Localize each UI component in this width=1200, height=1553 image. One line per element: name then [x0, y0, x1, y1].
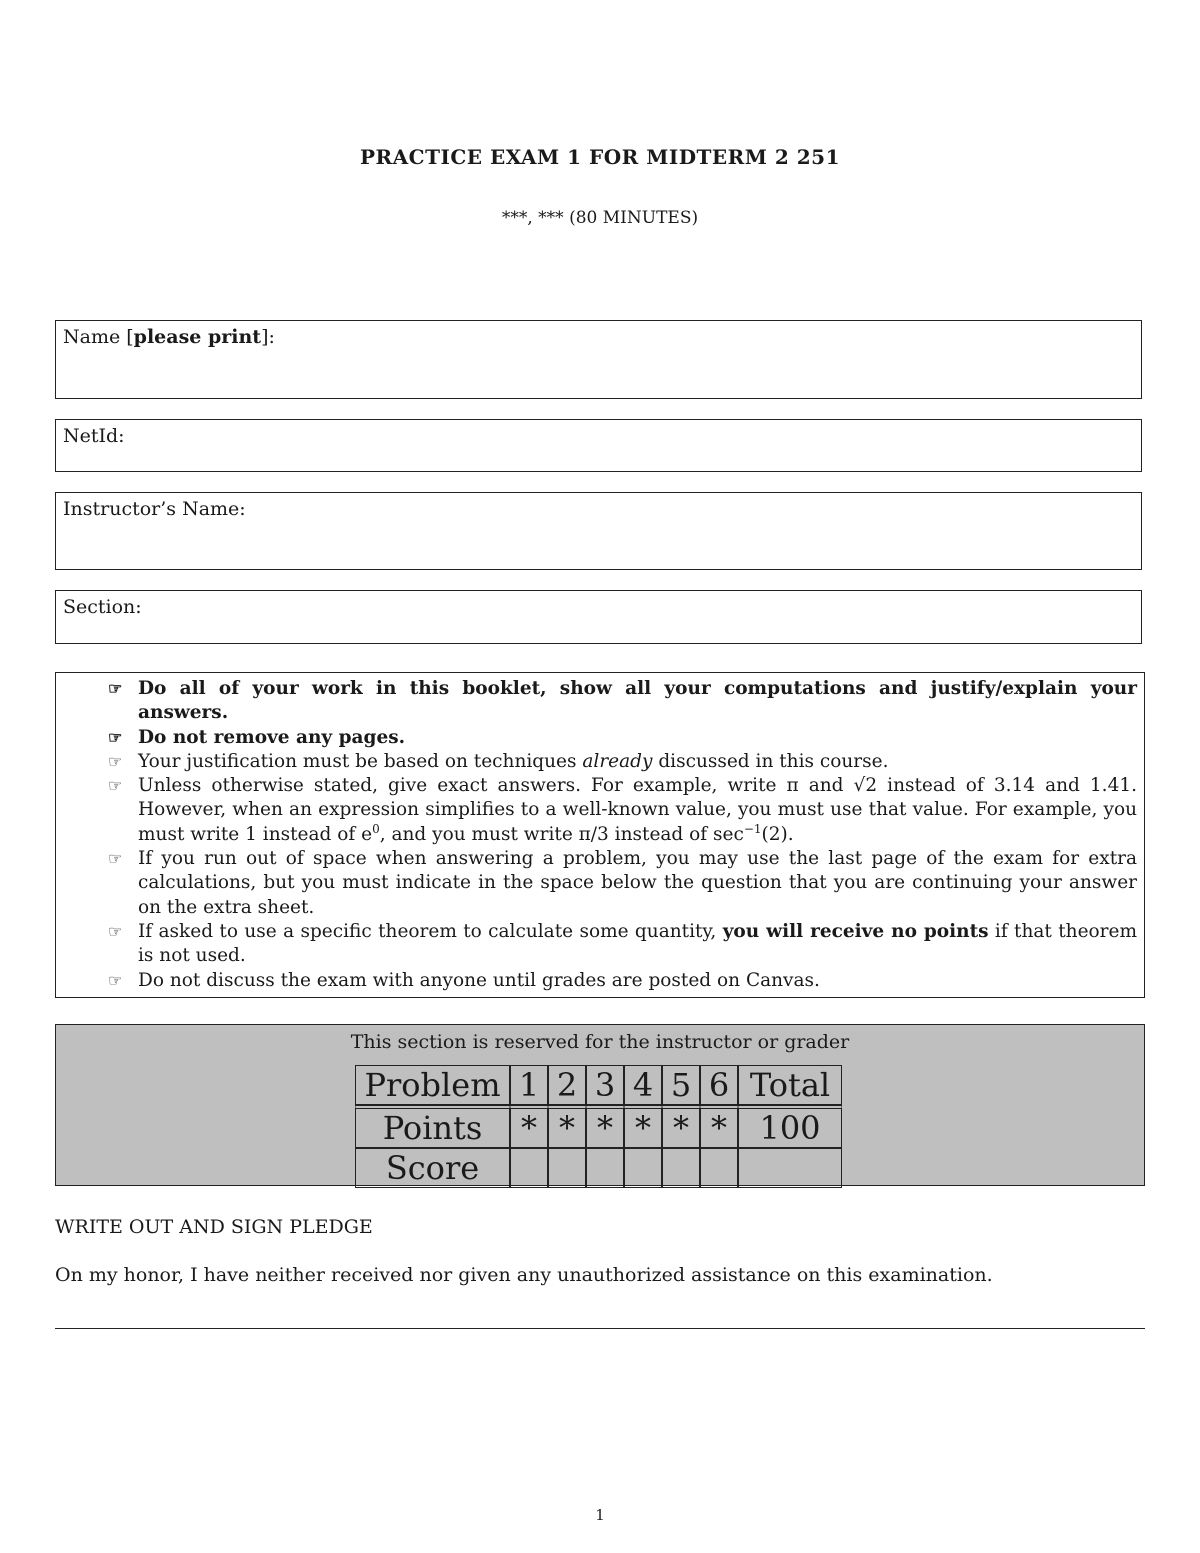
instruction-text: (2). — [761, 823, 794, 845]
table-cell: Points — [355, 1105, 510, 1148]
name-field-box[interactable] — [55, 320, 1142, 399]
netid-label: NetId: — [63, 425, 125, 447]
instruction-superscript: −1 — [743, 821, 762, 836]
instruction-text: If you run out of space when answering a problem, you may use the last page of the exam for extra calculations, but you must indicate in the space below the question that you are continuing your answer on the extra sheet. — [138, 848, 1137, 918]
instruction-text: , and you must write π/3 instead of sec — [379, 823, 744, 845]
list-item — [108, 774, 1137, 847]
score-input-cell[interactable] — [510, 1148, 548, 1188]
score-input-cell[interactable] — [738, 1148, 842, 1188]
pledge-heading: WRITE OUT AND SIGN PLEDGE — [55, 1216, 373, 1238]
list-item — [108, 847, 1137, 920]
list-item — [108, 750, 1137, 774]
score-input-cell[interactable] — [586, 1148, 624, 1188]
list-item — [108, 677, 1137, 726]
score-input-cell[interactable] — [624, 1148, 662, 1188]
hand-pointing-right-icon: ☞ — [108, 849, 123, 869]
table-cell: * — [510, 1105, 548, 1148]
instructor-field-box[interactable] — [55, 492, 1142, 570]
list-item — [108, 969, 1137, 993]
instruction-text: discussed in this course. — [658, 750, 889, 772]
score-input-cell[interactable] — [662, 1148, 700, 1188]
grader-section — [55, 1024, 1145, 1186]
table-row — [355, 1065, 842, 1105]
table-cell: 6 — [700, 1065, 738, 1105]
list-item — [108, 920, 1138, 969]
instructions-box — [55, 672, 1145, 998]
table-cell: * — [700, 1105, 738, 1148]
instruction-text: Your justification must be based on techniques — [138, 750, 577, 772]
instruction-text: Do not discuss the exam with anyone until grades are posted on Canvas. — [138, 969, 820, 991]
instruction-emphasis: already — [582, 750, 653, 772]
hand-pointing-right-icon: ☞ — [108, 921, 123, 941]
hand-pointing-right-icon: ☞ — [108, 679, 123, 698]
table-cell: 2 — [548, 1065, 586, 1105]
instruction-text: if that theorem is not used. — [138, 920, 1138, 967]
table-cell: 4 — [624, 1065, 662, 1105]
section-label: Section: — [63, 596, 142, 618]
list-item — [108, 726, 1137, 750]
name-label: Name [ — [63, 326, 134, 348]
instruction-bold: you will receive no points — [722, 920, 989, 942]
score-input-cell[interactable] — [548, 1148, 586, 1188]
table-cell: * — [662, 1105, 700, 1148]
exam-title: PRACTICE EXAM 1 FOR MIDTERM 2 251 — [359, 145, 841, 169]
table-cell: Score — [355, 1148, 510, 1188]
pledge-text: On my honor, I have neither received nor given any unauthorized assistance on this examination. — [55, 1264, 993, 1286]
instructor-label: Instructor’s Name: — [63, 498, 246, 520]
table-cell: * — [548, 1105, 586, 1148]
score-table — [355, 1065, 842, 1188]
table-row — [355, 1148, 842, 1188]
hand-pointing-right-icon: ☞ — [108, 776, 123, 796]
section-field-box[interactable] — [55, 590, 1142, 644]
instruction-text: If asked to use a specific theorem to calculate some quantity, — [138, 920, 717, 942]
hand-pointing-right-icon: ☞ — [108, 751, 123, 771]
instruction-superscript: 0 — [372, 821, 380, 836]
table-cell: 100 — [738, 1105, 842, 1148]
instructions-list — [56, 677, 1137, 993]
signature-line[interactable] — [55, 1328, 1145, 1329]
hand-pointing-right-icon: ☞ — [108, 970, 123, 990]
instruction-text: Unless otherwise stated, give exact answers. For example, write π and √2 instead of 3.14 and 1.41. However, when an expression simplifies to a well-known value, you must use that value. For example, you must write 1 instead of e — [138, 775, 1137, 845]
table-cell: 1 — [510, 1065, 548, 1105]
netid-field-box[interactable] — [55, 419, 1142, 472]
table-cell: Total — [738, 1065, 842, 1105]
table-cell: Problem — [355, 1065, 510, 1105]
table-cell: 5 — [662, 1065, 700, 1105]
table-cell: 3 — [586, 1065, 624, 1105]
table-row — [355, 1105, 842, 1148]
instruction-text: Do not remove any pages. — [138, 726, 406, 748]
hand-pointing-right-icon: ☞ — [108, 727, 123, 747]
name-label-end: ]: — [261, 326, 275, 348]
instruction-text: Do all of your work in this booklet, show all your computations and justify/explain your answers. — [138, 678, 1137, 724]
exam-subtitle: ***, *** (80 MINUTES) — [501, 208, 699, 228]
score-input-cell[interactable] — [700, 1148, 738, 1188]
table-cell: * — [586, 1105, 624, 1148]
table-cell: * — [624, 1105, 662, 1148]
grader-caption: This section is reserved for the instructor or grader — [350, 1031, 850, 1053]
page-number: 1 — [595, 1506, 605, 1524]
name-label-bold: please print — [133, 326, 262, 348]
